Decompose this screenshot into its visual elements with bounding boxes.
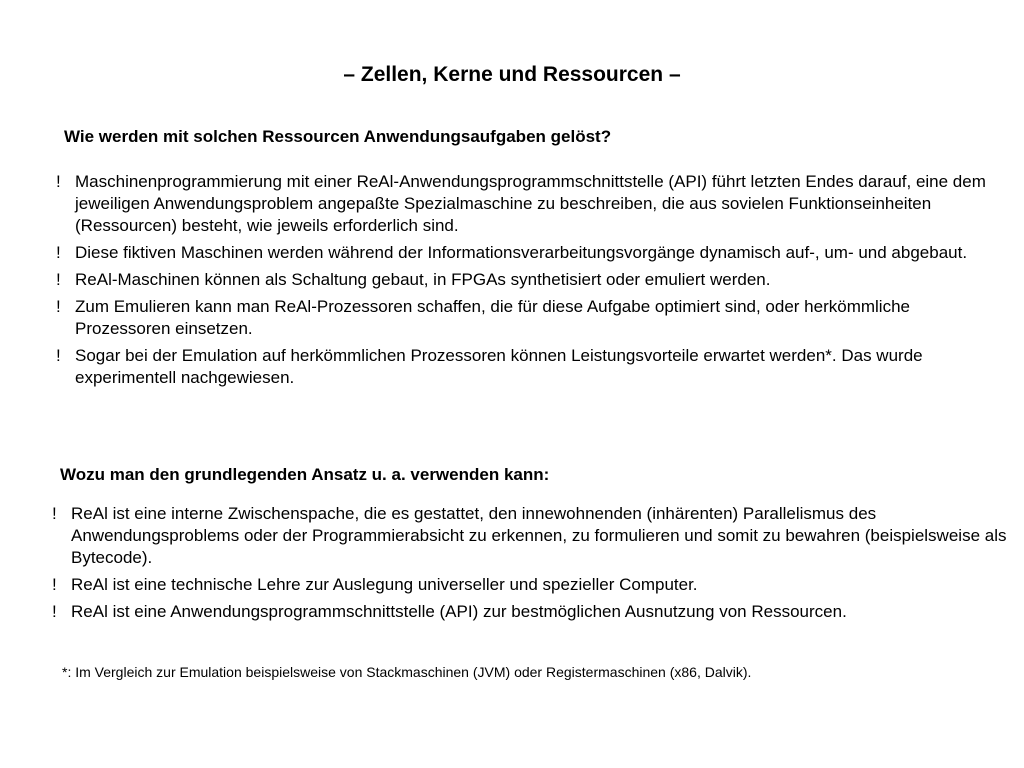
section1-heading: Wie werden mit solchen Ressourcen Anwendungsaufgaben gelöst? xyxy=(64,127,612,146)
bullet-mark: ! xyxy=(56,297,61,316)
list-item xyxy=(56,345,1006,389)
bullet-text: Diese fiktiven Maschinen werden während der Informationsverarbeitungsvorgänge dynamisch auf-, um- und abgebaut. xyxy=(75,243,968,262)
section2-bullet-list xyxy=(52,503,1007,628)
section2-heading: Wozu man den grundlegenden Ansatz u. a. verwenden kann: xyxy=(60,465,550,484)
bullet-text: ReAl ist eine interne Zwischenspache, die es gestattet, den innewohnenden (inhärenten) Parallelismus des Anwendungsproblems oder der Programmierabsicht zu erkennen, zu formulieren und somit zu bewahren (beispielsweise als Bytecode). xyxy=(71,504,1007,567)
footnote: *: Im Vergleich zur Emulation beispielsweise von Stackmaschinen (JVM) oder Registermaschinen (x86, Dalvik). xyxy=(62,664,752,680)
bullet-mark: ! xyxy=(52,504,57,523)
list-item xyxy=(52,503,1007,569)
bullet-mark: ! xyxy=(56,243,61,262)
section1-bullet-list xyxy=(56,171,1006,394)
list-item xyxy=(52,601,1007,623)
bullet-text: Sogar bei der Emulation auf herkömmlichen Prozessoren können Leistungsvorteile erwartet werden*. Das wurde experimentell nachgewiesen. xyxy=(75,346,923,387)
bullet-text: ReAl-Maschinen können als Schaltung gebaut, in FPGAs synthetisiert oder emuliert werden. xyxy=(75,270,771,289)
bullet-mark: ! xyxy=(52,575,57,594)
slide-title: – Zellen, Kerne und Ressourcen – xyxy=(343,63,681,86)
list-item xyxy=(56,296,1006,340)
bullet-mark: ! xyxy=(56,270,61,289)
list-item xyxy=(56,171,1006,237)
bullet-mark: ! xyxy=(56,172,61,191)
list-item xyxy=(56,269,1006,291)
bullet-text: ReAl ist eine Anwendungsprogrammschnittstelle (API) zur bestmöglichen Ausnutzung von Ressourcen. xyxy=(71,602,847,621)
list-item xyxy=(56,242,1006,264)
bullet-text: ReAl ist eine technische Lehre zur Auslegung universeller und spezieller Computer. xyxy=(71,575,698,594)
bullet-mark: ! xyxy=(56,346,61,365)
list-item xyxy=(52,574,1007,596)
bullet-text: Maschinenprogrammierung mit einer ReAl-Anwendungsprogrammschnittstelle (API) führt letzten Endes darauf, eine dem jeweiligen Anwendungsproblem angepaßte Spezialmaschine zu beschreiben, die aus sovielen Funktionseinheiten (Ressourcen) besteht, wie jeweils erforderlich sind. xyxy=(75,172,986,235)
bullet-text: Zum Emulieren kann man ReAl-Prozessoren schaffen, die für diese Aufgabe optimiert sind, oder herkömmliche Prozessoren einsetzen. xyxy=(75,297,910,338)
bullet-mark: ! xyxy=(52,602,57,621)
